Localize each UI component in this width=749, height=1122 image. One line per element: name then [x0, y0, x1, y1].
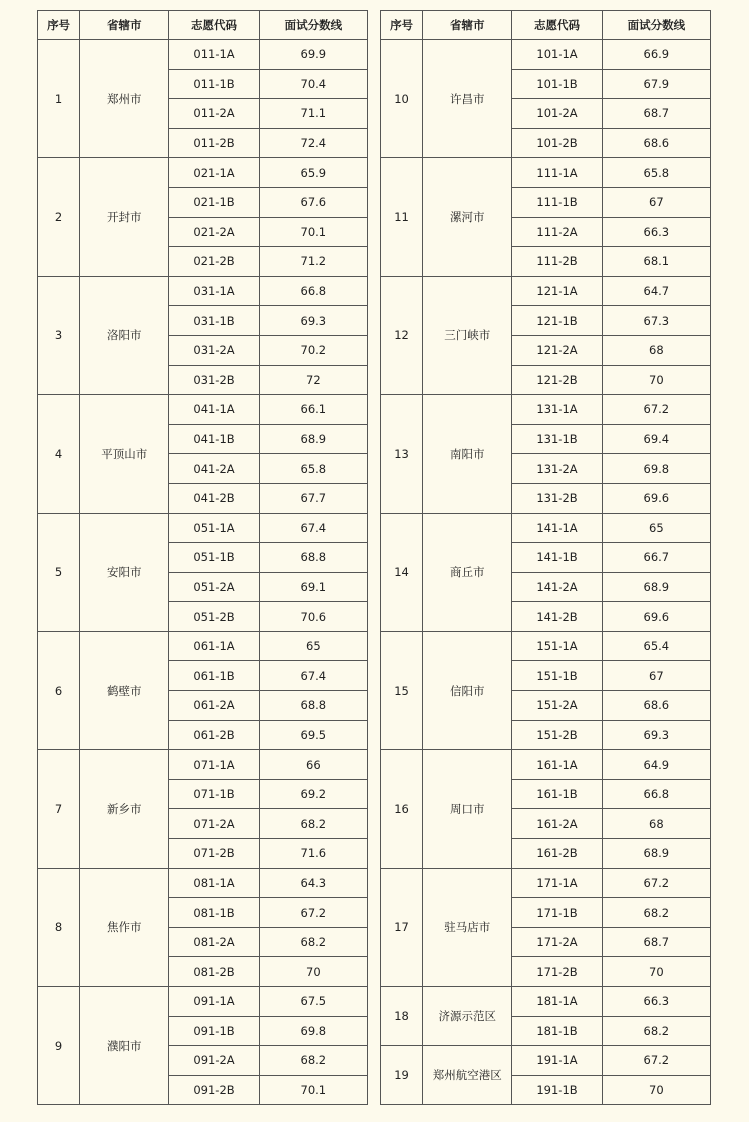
row-number: 16 [381, 750, 423, 868]
volunteer-code: 021-1B [169, 187, 259, 217]
volunteer-code: 131-2B [512, 483, 602, 513]
interview-score: 68.1 [602, 247, 710, 277]
interview-score: 66.7 [602, 543, 710, 573]
interview-score: 71.6 [259, 839, 367, 869]
interview-score: 64.7 [602, 276, 710, 306]
interview-score: 67.9 [602, 69, 710, 99]
volunteer-code: 051-1B [169, 543, 259, 573]
interview-score: 70 [602, 957, 710, 987]
interview-score: 66.3 [602, 217, 710, 247]
interview-score: 68.2 [259, 927, 367, 957]
interview-score: 67.5 [259, 987, 367, 1017]
volunteer-code: 111-1A [512, 158, 602, 188]
interview-score: 67.2 [259, 898, 367, 928]
volunteer-code: 121-2B [512, 365, 602, 395]
interview-score: 68.2 [602, 1016, 710, 1046]
interview-score: 68.7 [602, 99, 710, 129]
interview-score: 67.3 [602, 306, 710, 336]
volunteer-code: 021-1A [169, 158, 259, 188]
volunteer-code: 171-1B [512, 898, 602, 928]
table-row [38, 750, 368, 780]
volunteer-code: 041-2B [169, 483, 259, 513]
interview-score: 69.4 [602, 424, 710, 454]
score-table-left [37, 10, 368, 1105]
interview-score: 67 [602, 661, 710, 691]
volunteer-code: 151-1B [512, 661, 602, 691]
volunteer-code: 171-2B [512, 957, 602, 987]
interview-score: 65 [259, 631, 367, 661]
interview-score: 69.3 [259, 306, 367, 336]
city-name: 平顶山市 [80, 395, 169, 513]
interview-score: 65.9 [259, 158, 367, 188]
volunteer-code: 101-1B [512, 69, 602, 99]
row-number: 10 [381, 40, 423, 158]
interview-score: 67 [602, 187, 710, 217]
interview-score: 70 [602, 1075, 710, 1105]
city-name: 漯河市 [423, 158, 512, 276]
interview-score: 68.9 [602, 839, 710, 869]
table-row [381, 868, 711, 898]
row-number: 12 [381, 276, 423, 394]
volunteer-code: 131-2A [512, 454, 602, 484]
volunteer-code: 091-1B [169, 1016, 259, 1046]
city-name: 安阳市 [80, 513, 169, 631]
volunteer-code: 111-1B [512, 187, 602, 217]
interview-score: 65.8 [602, 158, 710, 188]
table-row [381, 631, 711, 661]
header-code: 志愿代码 [169, 11, 259, 40]
city-name: 洛阳市 [80, 276, 169, 394]
interview-score: 69.5 [259, 720, 367, 750]
volunteer-code: 161-1B [512, 779, 602, 809]
table-row [38, 276, 368, 306]
volunteer-code: 191-1B [512, 1075, 602, 1105]
volunteer-code: 041-1B [169, 424, 259, 454]
interview-score: 68.2 [259, 1046, 367, 1076]
header-score: 面试分数线 [259, 11, 367, 40]
row-number: 8 [38, 868, 80, 986]
volunteer-code: 191-1A [512, 1046, 602, 1076]
interview-score: 68.2 [259, 809, 367, 839]
interview-score: 68.9 [259, 424, 367, 454]
volunteer-code: 121-1A [512, 276, 602, 306]
volunteer-code: 081-1B [169, 898, 259, 928]
interview-score: 68 [602, 809, 710, 839]
interview-score: 65.8 [259, 454, 367, 484]
volunteer-code: 101-2A [512, 99, 602, 129]
interview-score: 70.2 [259, 335, 367, 365]
table-row [381, 513, 711, 543]
interview-score: 70.1 [259, 1075, 367, 1105]
volunteer-code: 171-2A [512, 927, 602, 957]
interview-score: 64.9 [602, 750, 710, 780]
interview-score: 70.4 [259, 69, 367, 99]
volunteer-code: 151-2A [512, 691, 602, 721]
volunteer-code: 081-1A [169, 868, 259, 898]
table-row [381, 395, 711, 425]
volunteer-code: 161-1A [512, 750, 602, 780]
volunteer-code: 091-2A [169, 1046, 259, 1076]
volunteer-code: 051-2A [169, 572, 259, 602]
row-number: 4 [38, 395, 80, 513]
volunteer-code: 141-2A [512, 572, 602, 602]
table-row [381, 750, 711, 780]
volunteer-code: 061-1B [169, 661, 259, 691]
volunteer-code: 031-2B [169, 365, 259, 395]
volunteer-code: 081-2A [169, 927, 259, 957]
interview-score: 71.1 [259, 99, 367, 129]
volunteer-code: 051-1A [169, 513, 259, 543]
volunteer-code: 131-1A [512, 395, 602, 425]
row-number: 13 [381, 395, 423, 513]
interview-score: 69.2 [259, 779, 367, 809]
table-body [38, 40, 368, 1105]
volunteer-code: 011-1A [169, 40, 259, 70]
interview-score: 69.1 [259, 572, 367, 602]
volunteer-code: 031-2A [169, 335, 259, 365]
interview-score: 69.8 [602, 454, 710, 484]
volunteer-code: 071-1A [169, 750, 259, 780]
city-name: 三门峡市 [423, 276, 512, 394]
interview-score: 67.2 [602, 395, 710, 425]
volunteer-code: 061-2B [169, 720, 259, 750]
volunteer-code: 101-2B [512, 128, 602, 158]
city-name: 濮阳市 [80, 987, 169, 1105]
interview-score: 68.7 [602, 927, 710, 957]
row-number: 17 [381, 868, 423, 986]
interview-score: 65.4 [602, 631, 710, 661]
row-number: 9 [38, 987, 80, 1105]
interview-score: 68.6 [602, 691, 710, 721]
interview-score: 65 [602, 513, 710, 543]
city-name: 济源示范区 [423, 987, 512, 1046]
table-row [381, 987, 711, 1017]
volunteer-code: 181-1A [512, 987, 602, 1017]
interview-score: 69.8 [259, 1016, 367, 1046]
volunteer-code: 091-2B [169, 1075, 259, 1105]
city-name: 焦作市 [80, 868, 169, 986]
volunteer-code: 051-2B [169, 602, 259, 632]
row-number: 5 [38, 513, 80, 631]
table-row [38, 987, 368, 1017]
city-name: 周口市 [423, 750, 512, 868]
interview-score: 67.4 [259, 513, 367, 543]
interview-score: 68.8 [259, 691, 367, 721]
row-number: 15 [381, 631, 423, 749]
row-number: 3 [38, 276, 80, 394]
city-name: 郑州市 [80, 40, 169, 158]
interview-score: 71.2 [259, 247, 367, 277]
volunteer-code: 161-2B [512, 839, 602, 869]
volunteer-code: 081-2B [169, 957, 259, 987]
row-number: 6 [38, 631, 80, 749]
interview-score: 69.9 [259, 40, 367, 70]
interview-score: 67.2 [602, 868, 710, 898]
table-row [38, 158, 368, 188]
volunteer-code: 141-1B [512, 543, 602, 573]
interview-score: 70.1 [259, 217, 367, 247]
header-city: 省辖市 [423, 11, 512, 40]
volunteer-code: 141-2B [512, 602, 602, 632]
volunteer-code: 011-1B [169, 69, 259, 99]
interview-score: 69.3 [602, 720, 710, 750]
volunteer-code: 061-1A [169, 631, 259, 661]
row-number: 2 [38, 158, 80, 276]
interview-score: 69.6 [602, 602, 710, 632]
interview-score: 68.9 [602, 572, 710, 602]
row-number: 7 [38, 750, 80, 868]
interview-score: 66.8 [259, 276, 367, 306]
interview-score: 67.2 [602, 1046, 710, 1076]
volunteer-code: 151-2B [512, 720, 602, 750]
header-no: 序号 [381, 11, 423, 40]
city-name: 开封市 [80, 158, 169, 276]
score-table-right [380, 10, 711, 1105]
interview-score: 67.4 [259, 661, 367, 691]
city-name: 信阳市 [423, 631, 512, 749]
interview-score: 70.6 [259, 602, 367, 632]
volunteer-code: 011-2B [169, 128, 259, 158]
table-row [38, 40, 368, 70]
header-score: 面试分数线 [602, 11, 710, 40]
header-row [381, 11, 711, 40]
interview-score: 68.6 [602, 128, 710, 158]
volunteer-code: 071-2B [169, 839, 259, 869]
volunteer-code: 021-2B [169, 247, 259, 277]
interview-score: 67.6 [259, 187, 367, 217]
row-number: 11 [381, 158, 423, 276]
interview-score: 70 [602, 365, 710, 395]
row-number: 19 [381, 1046, 423, 1105]
interview-score: 70 [259, 957, 367, 987]
volunteer-code: 071-2A [169, 809, 259, 839]
interview-score: 66.8 [602, 779, 710, 809]
header-code: 志愿代码 [512, 11, 602, 40]
interview-score: 68 [602, 335, 710, 365]
table-row [381, 40, 711, 70]
city-name: 新乡市 [80, 750, 169, 868]
volunteer-code: 031-1A [169, 276, 259, 306]
header-no: 序号 [38, 11, 80, 40]
volunteer-code: 141-1A [512, 513, 602, 543]
volunteer-code: 041-1A [169, 395, 259, 425]
volunteer-code: 091-1A [169, 987, 259, 1017]
table-row [38, 395, 368, 425]
header-row [38, 11, 368, 40]
interview-score: 72.4 [259, 128, 367, 158]
interview-score: 67.7 [259, 483, 367, 513]
row-number: 14 [381, 513, 423, 631]
city-name: 驻马店市 [423, 868, 512, 986]
city-name: 郑州航空港区 [423, 1046, 512, 1105]
table-row [38, 868, 368, 898]
volunteer-code: 041-2A [169, 454, 259, 484]
volunteer-code: 071-1B [169, 779, 259, 809]
table-row [381, 276, 711, 306]
city-name: 南阳市 [423, 395, 512, 513]
interview-score: 64.3 [259, 868, 367, 898]
interview-score: 66 [259, 750, 367, 780]
row-number: 18 [381, 987, 423, 1046]
volunteer-code: 111-2A [512, 217, 602, 247]
volunteer-code: 171-1A [512, 868, 602, 898]
volunteer-code: 111-2B [512, 247, 602, 277]
interview-score: 68.2 [602, 898, 710, 928]
volunteer-code: 021-2A [169, 217, 259, 247]
volunteer-code: 061-2A [169, 691, 259, 721]
table-row [38, 513, 368, 543]
volunteer-code: 031-1B [169, 306, 259, 336]
interview-score: 69.6 [602, 483, 710, 513]
volunteer-code: 121-2A [512, 335, 602, 365]
table-row [381, 1046, 711, 1076]
volunteer-code: 011-2A [169, 99, 259, 129]
volunteer-code: 181-1B [512, 1016, 602, 1046]
volunteer-code: 121-1B [512, 306, 602, 336]
city-name: 许昌市 [423, 40, 512, 158]
volunteer-code: 151-1A [512, 631, 602, 661]
header-city: 省辖市 [80, 11, 169, 40]
interview-score: 66.1 [259, 395, 367, 425]
row-number: 1 [38, 40, 80, 158]
interview-score: 72 [259, 365, 367, 395]
interview-score: 66.9 [602, 40, 710, 70]
volunteer-code: 101-1A [512, 40, 602, 70]
table-row [38, 631, 368, 661]
interview-score: 68.8 [259, 543, 367, 573]
table-row [381, 158, 711, 188]
volunteer-code: 131-1B [512, 424, 602, 454]
volunteer-code: 161-2A [512, 809, 602, 839]
city-name: 鹤壁市 [80, 631, 169, 749]
interview-score: 66.3 [602, 987, 710, 1017]
city-name: 商丘市 [423, 513, 512, 631]
table-body [381, 40, 711, 1105]
